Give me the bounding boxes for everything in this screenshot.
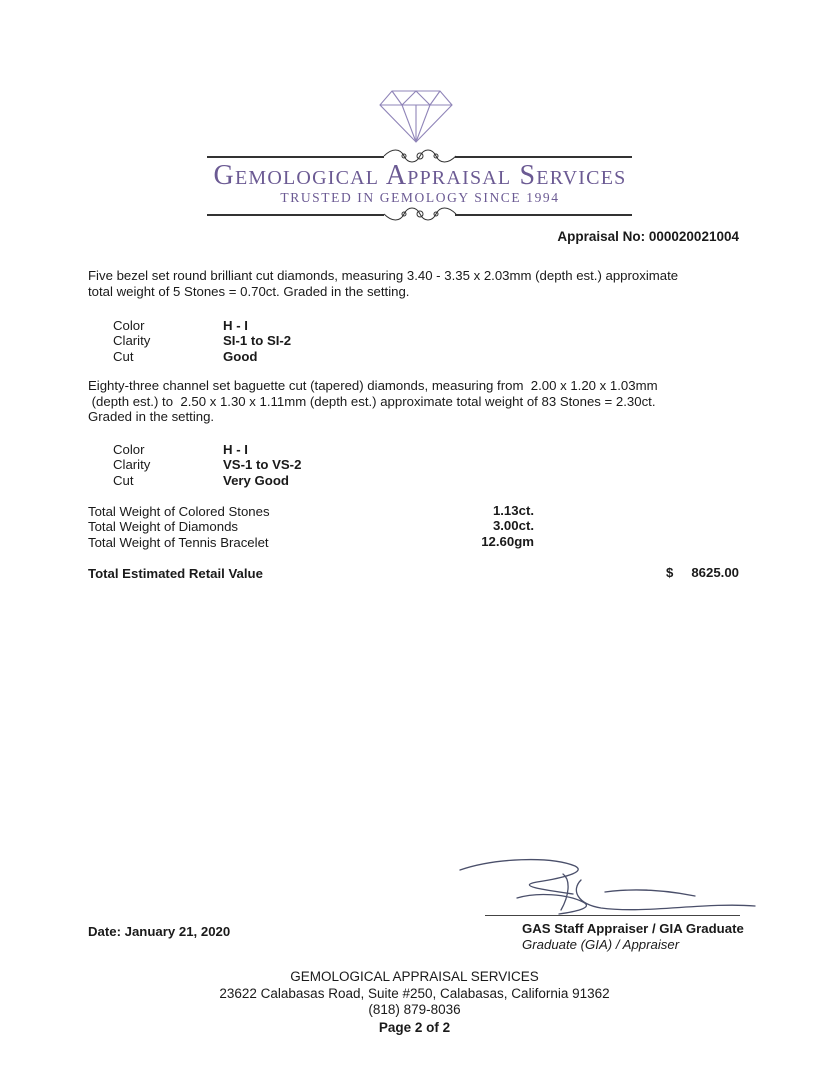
grade-label: Cut (113, 349, 134, 364)
handwritten-signature (455, 852, 760, 922)
page-number: Page 2 of 2 (378, 1020, 451, 1035)
description-line: Five bezel set round brilliant cut diamonds, measuring 3.40 - 3.35 x 2.03mm (depth est.) approximate (88, 268, 679, 283)
header-top-rule (207, 156, 384, 158)
grade-value: SI-1 to SI-2 (223, 333, 292, 348)
stone-description-2 (88, 378, 708, 425)
description-line: Eighty-three channel set baguette cut (tapered) diamonds, measuring from 2.00 x 1.20 x 1.03mm (88, 378, 658, 393)
grade-label: Color (113, 442, 145, 457)
appraiser-title: GAS Staff Appraiser / GIA Graduate (522, 921, 744, 936)
total-weight-label: Total Weight of Tennis Bracelet (88, 535, 269, 550)
grade-value: H - I (223, 318, 248, 333)
appraisal-date: Date: January 21, 2020 (88, 924, 231, 939)
grade-value: H - I (223, 442, 248, 457)
header-bottom-rule (455, 214, 632, 216)
retail-value-amount: 8625.00 (691, 565, 739, 580)
grade-label: Clarity (113, 333, 151, 348)
footer-company: GEMOLOGICAL APPRAISAL SERVICES (290, 969, 539, 984)
total-weight-value: 1.13ct. (492, 503, 534, 518)
appraiser-subtitle: Graduate (GIA) / Appraiser (522, 937, 680, 952)
currency-symbol: $ (666, 565, 674, 580)
footer-address: 23622 Calabasas Road, Suite #250, Calabasas, California 91362 (219, 986, 610, 1001)
total-weight-label: Total Weight of Diamonds (88, 519, 239, 534)
header-bottom-rule (207, 214, 384, 216)
company-name: Gemological Appraisal Services (213, 160, 627, 191)
retail-value-label: Total Estimated Retail Value (88, 566, 263, 581)
grade-value: Very Good (223, 473, 289, 488)
footer-phone: (818) 879-8036 (368, 1002, 461, 1017)
header-top-rule (455, 156, 632, 158)
total-weight-value: 12.60gm (481, 534, 534, 549)
description-line: total weight of 5 Stones = 0.70ct. Graded in the setting. (88, 283, 410, 299)
diamond-icon (378, 88, 454, 144)
stone-description-1 (88, 268, 708, 299)
total-weight-value: 3.00ct. (492, 518, 534, 533)
appraisal-number: Appraisal No: 000020021004 (557, 229, 739, 244)
flourish-ornament-icon (382, 204, 458, 224)
grade-value: VS-1 to VS-2 (223, 457, 302, 472)
grade-label: Color (113, 318, 145, 333)
description-line: (depth est.) to 2.50 x 1.30 x 1.11mm (depth est.) approximate total weight of 83 Stones = 2.30ct. (88, 393, 656, 409)
grade-label: Cut (113, 473, 134, 488)
grade-value: Good (223, 349, 258, 364)
description-line: Graded in the setting. (88, 409, 215, 424)
signature-line (485, 915, 740, 916)
company-tagline: TRUSTED IN GEMOLOGY SINCE 1994 (280, 190, 560, 205)
total-weight-label: Total Weight of Colored Stones (88, 504, 270, 519)
grade-label: Clarity (113, 457, 151, 472)
